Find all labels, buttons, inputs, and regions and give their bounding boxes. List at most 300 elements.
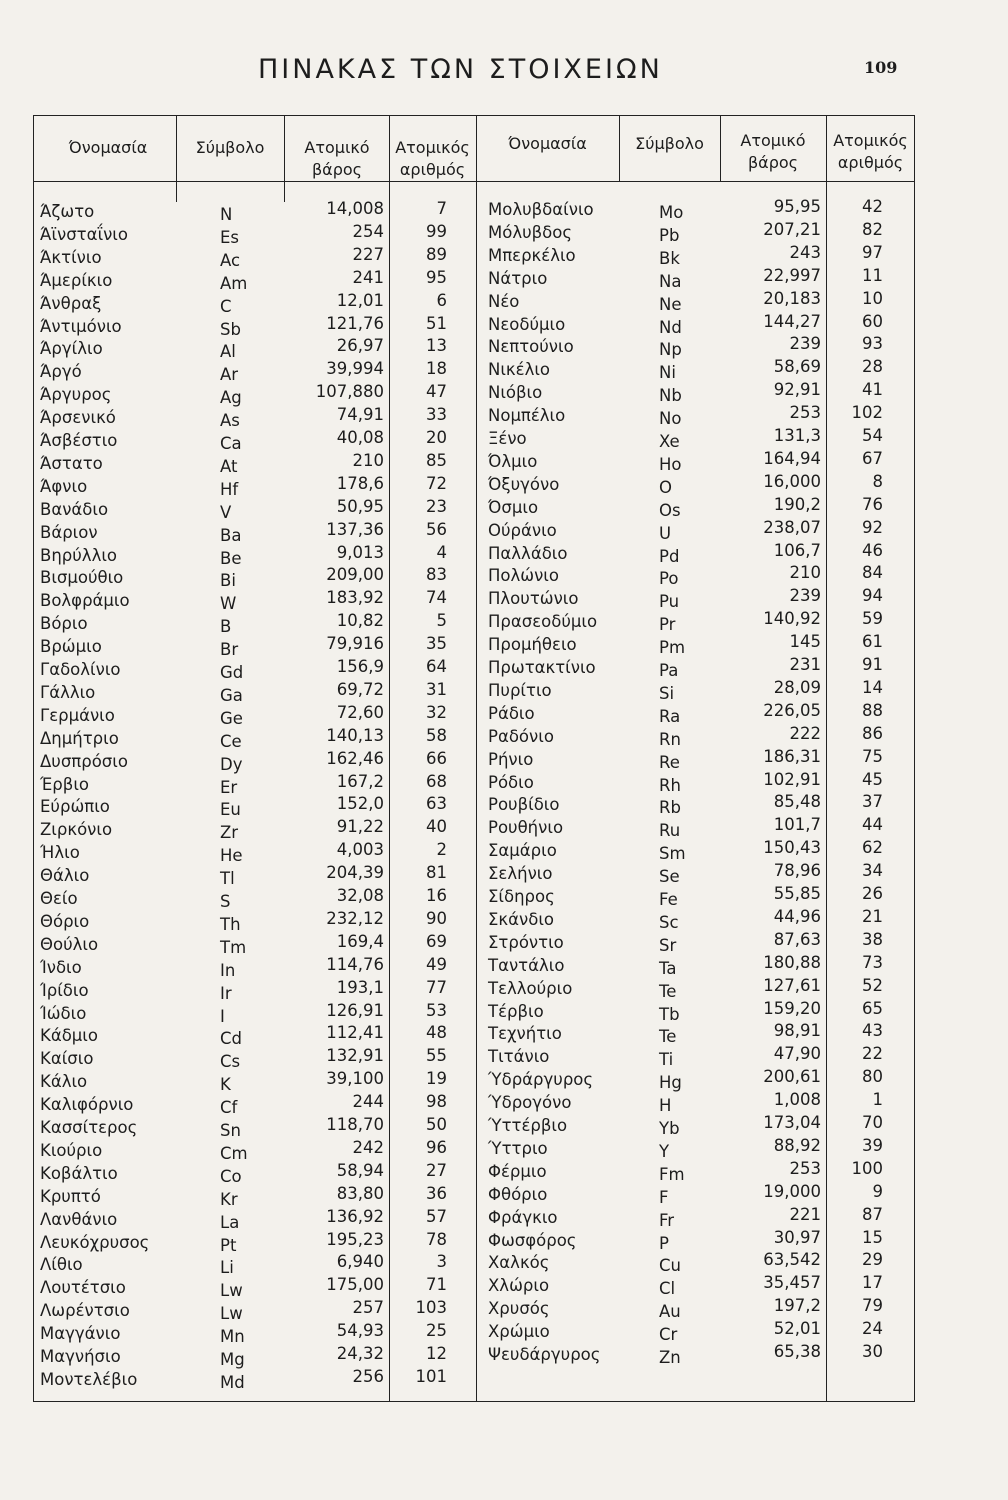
element-symbol: Mo [659, 203, 684, 222]
atomic-weight: 126,91 [326, 1000, 384, 1020]
atomic-weight: 63,542 [763, 1250, 821, 1270]
element-name: Βόριο [40, 614, 88, 634]
element-symbol: V [220, 502, 232, 522]
atomic-number: 38 [862, 929, 883, 949]
atomic-number: 92 [862, 517, 883, 537]
element-name: Ρουθήνιο [488, 818, 564, 838]
atomic-weight: 91,22 [336, 817, 384, 837]
atomic-weight: 20,183 [763, 288, 821, 308]
atomic-weight: 74,91 [336, 405, 384, 425]
element-name: Θούλιο [40, 934, 99, 954]
element-name: Κάδμιο [40, 1026, 98, 1046]
element-name: Άσβέστιο [40, 431, 118, 450]
element-name: Άζωτο [40, 202, 95, 221]
atomic-number: 74 [426, 588, 447, 608]
atomic-number: 69 [426, 931, 447, 951]
atomic-weight: 200,61 [763, 1067, 821, 1087]
element-name: Σκάνδιο [488, 909, 555, 929]
element-symbol: O [659, 477, 672, 497]
element-name: Τελλούριο [488, 978, 573, 998]
element-symbol: P [659, 1233, 669, 1253]
element-symbol: Li [220, 1258, 234, 1278]
element-symbol: Cd [220, 1029, 242, 1049]
atomic-weight: 88,92 [773, 1135, 821, 1155]
atomic-weight: 6,940 [336, 1252, 384, 1272]
atomic-number: 71 [426, 1275, 447, 1295]
atomic-weight: 242 [352, 1137, 384, 1157]
element-name: Γάλλιο [40, 682, 96, 702]
element-name: Ύδρογόνο [488, 1093, 572, 1113]
atomic-number: 76 [862, 494, 883, 514]
atomic-number: 7 [436, 199, 447, 218]
element-symbol: Ar [220, 365, 239, 385]
atomic-number: 37 [862, 792, 883, 812]
atomic-weight: 150,43 [763, 838, 821, 858]
atomic-weight: 159,20 [763, 998, 821, 1018]
element-symbol: Co [220, 1166, 242, 1186]
element-name: Χαλκός [488, 1253, 550, 1273]
atomic-number: 73 [862, 952, 883, 972]
element-symbol: Po [659, 569, 679, 589]
atomic-weight: 156,9 [336, 657, 384, 676]
atomic-weight: 183,92 [326, 588, 384, 608]
atomic-number: 95 [426, 267, 447, 287]
element-name: Θάλιο [40, 866, 90, 886]
element-symbol: Se [659, 867, 680, 887]
atomic-number: 54 [862, 426, 883, 445]
element-name: Ράδιο [488, 703, 535, 723]
element-symbol: Ho [659, 454, 682, 474]
atomic-weight: 221 [789, 1204, 821, 1224]
element-name: Βολφράμιο [40, 591, 130, 611]
element-name: Όσμιο [488, 497, 539, 517]
atomic-number: 40 [426, 817, 447, 837]
atomic-weight: 32,08 [336, 886, 384, 905]
element-name: Ταντάλιο [488, 955, 565, 975]
element-name: Ραδόνιο [488, 726, 554, 746]
element-symbol: Pt [220, 1235, 237, 1255]
element-name: Πολώνιο [488, 566, 559, 586]
element-name: Καλιφόρνιο [40, 1095, 134, 1115]
atomic-number: 45 [862, 769, 883, 789]
element-name: Σίδηρος [488, 887, 555, 906]
element-symbol: Al [220, 342, 236, 362]
atomic-weight: 239 [789, 334, 821, 354]
atomic-weight: 204,39 [326, 863, 384, 883]
atomic-number: 14 [862, 677, 883, 697]
atomic-number: 8 [872, 471, 883, 491]
element-symbol: Kr [220, 1189, 238, 1209]
element-name: Άϊνσταΐνιο [40, 224, 128, 244]
atomic-weight: 39,994 [326, 359, 384, 379]
atomic-number: 70 [862, 1113, 883, 1132]
element-symbol: Dy [220, 754, 243, 774]
element-symbol: Au [659, 1302, 681, 1322]
atomic-number: 3 [436, 1252, 447, 1272]
element-symbol: Zn [659, 1348, 681, 1367]
atomic-weight: 95,95 [773, 197, 821, 216]
atomic-number: 91 [862, 655, 883, 674]
element-symbol: B [220, 617, 232, 637]
atomic-number: 85 [426, 450, 447, 470]
atomic-weight: 35,457 [763, 1273, 821, 1293]
atomic-weight: 4,003 [336, 840, 384, 860]
element-symbol: Eu [220, 800, 241, 820]
element-name: Νιόβιο [488, 383, 543, 403]
atomic-number: 81 [426, 863, 447, 883]
element-name: Εύρώπιο [40, 797, 110, 817]
element-symbol: N [220, 205, 233, 224]
element-symbol: Pu [659, 592, 680, 612]
atomic-number: 10 [862, 288, 883, 308]
atomic-number: 67 [862, 448, 883, 468]
atomic-number: 101 [415, 1366, 447, 1386]
element-symbol: Cf [220, 1098, 238, 1118]
atomic-number: 1 [872, 1090, 883, 1110]
atomic-weight: 210 [352, 450, 384, 470]
atomic-number: 36 [426, 1183, 447, 1203]
element-symbol: Tb [659, 1004, 680, 1024]
element-name: Δυσπρόσιο [40, 751, 128, 771]
atomic-weight: 180,88 [763, 952, 821, 972]
element-symbol: Ge [220, 708, 243, 728]
element-name: Καίσιο [40, 1049, 94, 1069]
element-symbol: Hg [659, 1073, 682, 1093]
atomic-number: 80 [862, 1067, 883, 1087]
atomic-number: 61 [862, 632, 883, 652]
atomic-weight: 10,82 [336, 611, 384, 631]
atomic-weight: 101,7 [773, 815, 821, 835]
atomic-number: 46 [862, 540, 883, 560]
element-symbol: W [220, 594, 237, 614]
element-name: Ψευδάργυρος [488, 1345, 601, 1364]
element-name: Ρήνιο [488, 749, 534, 769]
element-symbol: Cs [220, 1052, 241, 1072]
atomic-weight: 253 [789, 403, 821, 423]
element-name: Θείο [40, 889, 78, 908]
element-symbol: Pm [659, 638, 686, 658]
atomic-number: 30 [862, 1342, 883, 1361]
element-name: Σαμάριο [488, 841, 557, 861]
atomic-number: 33 [426, 405, 447, 425]
element-name: Ύττριο [488, 1138, 548, 1158]
atomic-weight: 167,2 [336, 771, 384, 791]
element-name: Κασσίτερος [40, 1118, 138, 1137]
atomic-weight: 238,07 [763, 517, 821, 537]
atomic-weight: 14,008 [326, 199, 384, 218]
atomic-number: 96 [426, 1137, 447, 1157]
atomic-number: 99 [426, 221, 447, 241]
element-symbol: Ni [659, 363, 676, 383]
atomic-number: 64 [426, 657, 447, 676]
atomic-number: 75 [862, 746, 883, 766]
atomic-number: 77 [426, 977, 447, 997]
element-symbol: Pb [659, 225, 680, 245]
element-name: Θόριο [40, 911, 90, 931]
atomic-number: 15 [862, 1227, 883, 1247]
element-symbol: Ag [220, 388, 242, 408]
atomic-number: 103 [415, 1298, 447, 1318]
element-symbol: Bi [220, 571, 236, 591]
element-name: Κάλιο [40, 1072, 88, 1092]
element-symbol: At [220, 456, 238, 476]
element-name: Λουτέτσιο [40, 1278, 126, 1298]
atomic-number: 52 [862, 975, 883, 995]
element-symbol: As [220, 411, 240, 431]
element-symbol: La [220, 1212, 240, 1232]
element-symbol: In [220, 960, 236, 980]
element-symbol: Sc [659, 912, 679, 932]
element-symbol: He [220, 846, 243, 866]
element-symbol: Re [659, 752, 680, 772]
atomic-weight: 85,48 [773, 792, 821, 812]
page-number: 109 [864, 58, 898, 77]
element-name: Πρωτακτίνιο [488, 658, 596, 677]
element-name: Τεχνήτιο [488, 1024, 562, 1044]
atomic-weight: 152,0 [336, 794, 384, 814]
atomic-number: 56 [426, 519, 447, 539]
atomic-number: 34 [862, 861, 883, 881]
element-symbol: Cm [220, 1143, 248, 1163]
element-name: Άντιμόνιο [40, 316, 122, 336]
element-name: Όξυγόνο [488, 474, 560, 494]
atomic-weight: 98,91 [773, 1021, 821, 1041]
element-name: Άργυρος [40, 385, 112, 405]
atomic-weight: 140,92 [763, 609, 821, 629]
atomic-number: 27 [426, 1160, 447, 1180]
atomic-weight: 254 [352, 221, 384, 241]
element-symbol: Ga [220, 685, 243, 705]
atomic-number: 55 [426, 1046, 447, 1066]
element-symbol: F [659, 1187, 669, 1207]
atomic-weight: 210 [789, 563, 821, 583]
atomic-number: 2 [436, 840, 447, 860]
element-name: Νεπτούνιο [488, 337, 574, 357]
element-name: Χλώριο [488, 1276, 550, 1296]
element-symbol: Ba [220, 525, 242, 545]
atomic-weight: 69,72 [336, 679, 384, 699]
atomic-number: 89 [426, 244, 447, 264]
atomic-number: 47 [426, 382, 447, 402]
element-symbol: Nb [659, 386, 682, 406]
element-symbol: Sn [220, 1121, 241, 1140]
atomic-number: 86 [862, 723, 883, 743]
atomic-weight: 112,41 [326, 1023, 384, 1043]
atomic-weight: 72,60 [336, 702, 384, 722]
element-symbol: Te [659, 1027, 677, 1047]
element-name: Λανθάνιο [40, 1209, 118, 1229]
element-symbol: Lw [220, 1304, 243, 1324]
atomic-number: 98 [426, 1092, 447, 1112]
atomic-number: 60 [862, 311, 883, 331]
element-name: Μοντελέβιο [40, 1369, 138, 1389]
element-symbol: Cu [659, 1256, 681, 1276]
element-name: Στρόντιο [488, 932, 564, 952]
atomic-number: 24 [862, 1319, 883, 1339]
atomic-number: 41 [862, 380, 883, 400]
element-symbol: Tm [220, 937, 247, 957]
element-symbol: C [220, 296, 232, 316]
atomic-number: 58 [426, 725, 447, 745]
element-name: Φράγκιο [488, 1207, 558, 1227]
atomic-number: 23 [426, 496, 447, 516]
element-symbol: Ne [659, 294, 682, 314]
atomic-number: 22 [862, 1044, 883, 1064]
element-symbol: Lw [220, 1281, 243, 1301]
atomic-weight: 118,70 [326, 1115, 384, 1134]
element-name: Βανάδιο [40, 499, 109, 519]
element-symbol: Na [659, 271, 682, 291]
atomic-weight: 227 [352, 244, 384, 264]
element-name: Λωρέντσιο [40, 1301, 130, 1321]
element-name: Ήλιο [40, 843, 80, 863]
atomic-weight: 226,05 [763, 700, 821, 720]
header-symbol-right: Σύμβολο [635, 134, 704, 153]
atomic-number: 94 [862, 586, 883, 606]
element-name: Πυρίτιο [488, 680, 552, 700]
atomic-weight: 92,91 [773, 380, 821, 400]
element-name: Κρυπτό [40, 1186, 101, 1206]
element-name: Δημήτριο [40, 728, 119, 748]
atomic-weight: 257 [352, 1298, 384, 1318]
element-symbol: Bk [659, 248, 680, 268]
atomic-number: 65 [862, 998, 883, 1018]
atomic-weight: 173,04 [763, 1113, 821, 1132]
element-symbol: Er [220, 777, 238, 797]
atomic-number: 20 [426, 428, 447, 447]
atomic-weight: 243 [789, 242, 821, 262]
atomic-weight: 186,31 [763, 746, 821, 766]
element-symbol: Y [659, 1141, 670, 1161]
element-symbol: Ca [220, 434, 242, 453]
atomic-number: 72 [426, 473, 447, 493]
header-weight-right: Ατομικό βάρος [740, 131, 806, 172]
atomic-weight: 58,94 [336, 1160, 384, 1180]
element-symbol: Md [220, 1372, 245, 1392]
element-name: Τέρβιο [488, 1001, 544, 1021]
atomic-weight: 106,7 [773, 540, 821, 560]
atomic-weight: 55,85 [773, 884, 821, 903]
atomic-weight: 169,4 [336, 931, 384, 951]
atomic-number: 31 [426, 679, 447, 699]
element-symbol: I [220, 1006, 225, 1026]
element-symbol: Xe [659, 432, 680, 451]
element-name: Ύττέρβιο [488, 1116, 568, 1135]
element-symbol: Zr [220, 823, 239, 843]
column-divider [720, 115, 721, 182]
atomic-weight: 239 [789, 586, 821, 606]
element-name: Νεοδύμιο [488, 314, 566, 334]
atomic-number: 63 [426, 794, 447, 814]
atomic-number: 32 [426, 702, 447, 722]
element-symbol: Ta [659, 958, 677, 978]
atomic-weight: 102,91 [763, 769, 821, 789]
element-name: Νικέλιο [488, 360, 551, 380]
element-name: Κιούριο [40, 1140, 103, 1160]
element-name: Ίρίδιο [40, 980, 89, 1000]
atomic-number: 5 [436, 611, 447, 631]
element-symbol: H [659, 1096, 672, 1116]
atomic-number: 59 [862, 609, 883, 629]
element-symbol: Te [659, 981, 677, 1001]
element-symbol: Pr [659, 615, 676, 635]
atomic-number: 78 [426, 1229, 447, 1249]
element-name: Ύδράργυρος [488, 1070, 594, 1090]
atomic-weight: 107,880 [315, 382, 384, 402]
element-symbol: Mn [220, 1327, 245, 1347]
element-name: Άργίλιο [40, 339, 103, 359]
atomic-number: 66 [426, 748, 447, 768]
element-name: Κοβάλτιο [40, 1163, 118, 1183]
atomic-number: 100 [851, 1158, 883, 1178]
element-symbol: Np [659, 340, 682, 360]
atomic-number: 43 [862, 1021, 883, 1041]
atomic-number: 4 [436, 542, 447, 562]
element-symbol: Sr [659, 935, 677, 955]
element-symbol: Ac [220, 250, 241, 270]
element-name: Μπερκέλιο [488, 245, 576, 265]
atomic-weight: 244 [352, 1092, 384, 1112]
element-name: Λίθιο [40, 1255, 83, 1275]
element-name: Λευκόχρυσος [40, 1232, 150, 1252]
atomic-number: 16 [426, 886, 447, 905]
element-name: Πλουτώνιο [488, 589, 579, 609]
element-name: Χρώμιο [488, 1322, 550, 1342]
element-name: Ίώδιο [40, 1003, 87, 1023]
element-name: Ζιρκόνιο [40, 820, 113, 840]
header-number-left: Ατομικός αριθμός [395, 138, 470, 179]
atomic-weight: 39,100 [326, 1069, 384, 1089]
element-name: Παλλάδιο [488, 543, 568, 563]
element-symbol: Rh [659, 775, 681, 795]
header-weight-left: Ατομικό βάρος [304, 138, 370, 179]
element-name: Μόλυβδος [488, 222, 573, 242]
element-name: Φωσφόρος [488, 1230, 577, 1250]
element-name: Νάτριο [488, 268, 548, 288]
atomic-number: 48 [426, 1023, 447, 1043]
atomic-number: 82 [862, 219, 883, 239]
atomic-weight: 58,69 [773, 357, 821, 377]
atomic-number: 51 [426, 313, 447, 333]
page-title: ΠΙΝΑΚΑΣ ΤΩΝ ΣΤΟΙΧΕΙΩΝ [258, 54, 663, 85]
atomic-weight: 44,96 [773, 906, 821, 926]
element-symbol: Ir [220, 983, 232, 1003]
atomic-weight: 121,76 [326, 313, 384, 333]
element-symbol: Th [220, 914, 241, 934]
atomic-weight: 231 [789, 655, 821, 674]
element-name: Ρουβίδιο [488, 795, 560, 815]
header-number-right: Ατομικός αριθμός [833, 131, 908, 172]
element-name: Νομπέλιο [488, 406, 566, 426]
atomic-weight: 140,13 [326, 725, 384, 745]
element-symbol: Ce [220, 731, 242, 751]
atomic-weight: 40,08 [336, 428, 384, 447]
atomic-weight: 16,000 [763, 471, 821, 491]
atomic-weight: 127,61 [763, 975, 821, 995]
atomic-weight: 241 [352, 267, 384, 287]
element-symbol: Fm [659, 1164, 685, 1184]
atomic-number: 35 [426, 634, 447, 654]
atomic-weight: 12,01 [336, 290, 384, 310]
atomic-weight: 197,2 [773, 1296, 821, 1316]
atomic-weight: 83,80 [336, 1183, 384, 1203]
atomic-number: 6 [436, 290, 447, 310]
element-name: Ίνδιο [40, 957, 82, 977]
atomic-number: 93 [862, 334, 883, 354]
element-name: Άμερίκιο [40, 270, 113, 290]
element-symbol: Tl [220, 869, 235, 889]
element-symbol: Rb [659, 798, 681, 818]
